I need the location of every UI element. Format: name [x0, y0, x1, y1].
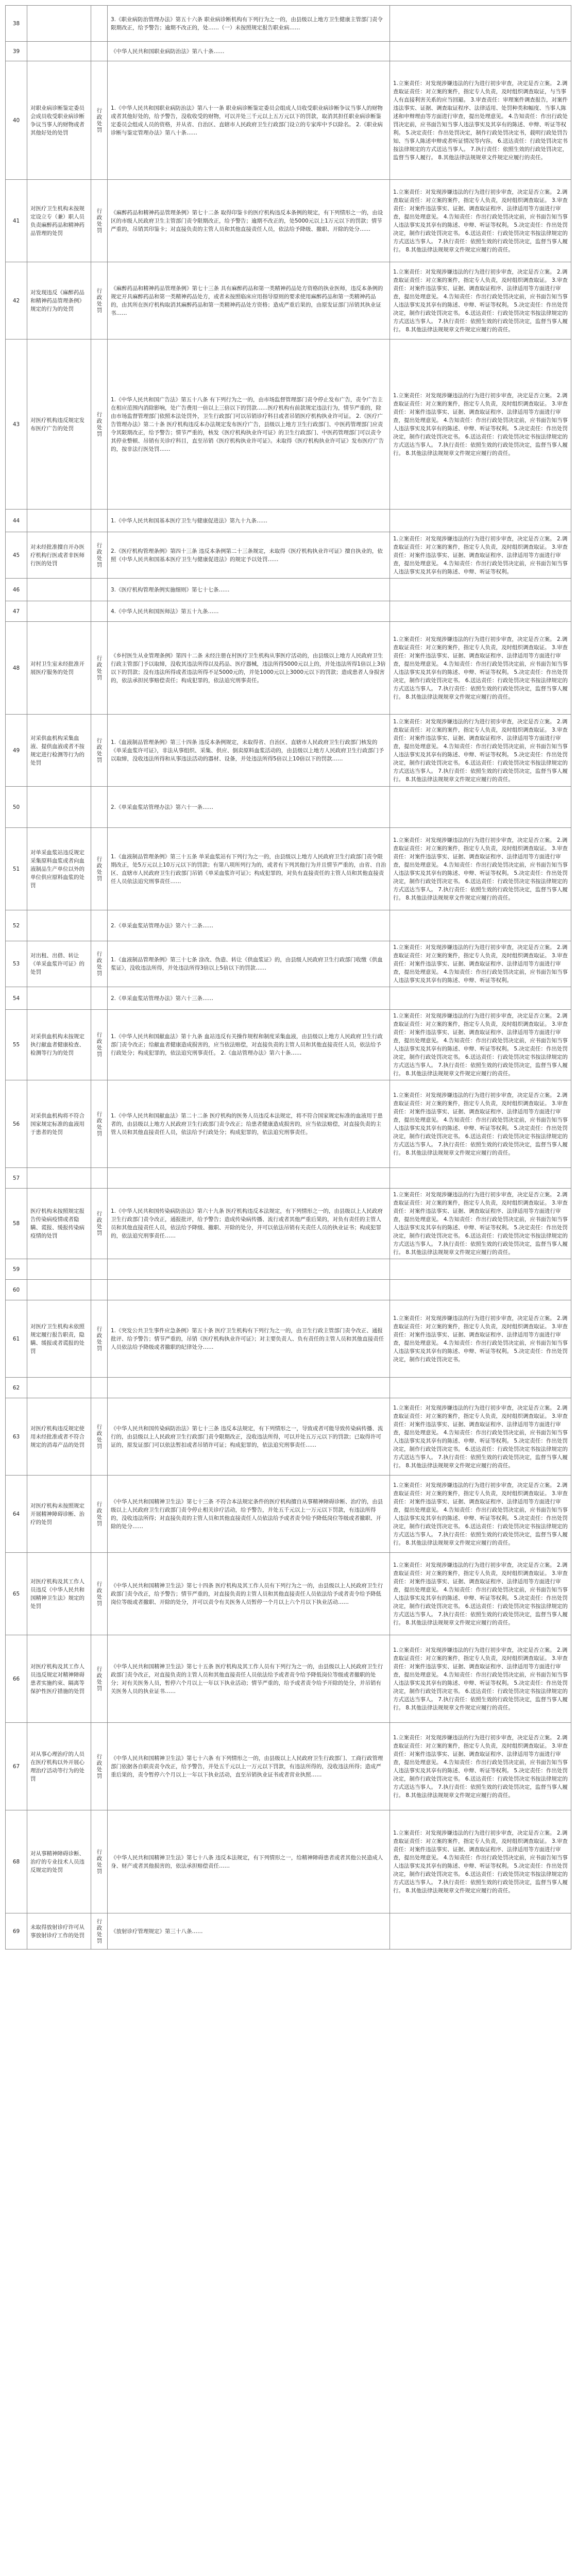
legal-basis	[108, 1168, 390, 1189]
row-number: 53	[6, 941, 27, 987]
item-type: 行政处罚	[91, 180, 108, 262]
item-type	[91, 601, 108, 622]
table-row	[6, 910, 571, 941]
table-row	[6, 1080, 571, 1168]
responsibility-items	[390, 579, 571, 601]
item-name: 对出租、出借、转让《单采血浆许可证》的处罚	[27, 941, 91, 987]
item-name: 对医疗机构及其工作人员违反《中华人民共和国精神卫生法》规定的处罚	[27, 1553, 91, 1635]
item-type	[91, 510, 108, 532]
item-name	[27, 910, 91, 941]
responsibility-items	[390, 787, 571, 828]
table-row	[6, 941, 571, 987]
item-type: 行政处罚	[91, 262, 108, 340]
item-name	[27, 6, 91, 42]
table-row	[6, 1723, 571, 1810]
row-number: 65	[6, 1553, 27, 1635]
table-row	[6, 787, 571, 828]
item-type: 行政处罚	[91, 1010, 108, 1080]
table-row	[6, 180, 571, 262]
row-number: 56	[6, 1080, 27, 1168]
legal-basis: 《乡村医生从业管理条例》第四十二条 未经注册在村医疗卫生机构从事医疗活动的，由县级以上地方人民政府卫生行政主管部门予以取缔，没收其违法所得以及药品、医疗器械，违法所得5000元以上的，并处违法所得1倍以上3倍以下的罚款；没有违法所得或者违法所得不足5000元的，并处1000元以上3000元以下的罚款；造成患者人身损害的，依法承担民事赔偿责任；构成犯罪的，依法追究刑事责任。	[108, 622, 390, 715]
item-name: 对采供血机构未按规定执行献血者健康检查、检测等行为的处罚	[27, 1010, 91, 1080]
item-type: 行政处罚	[91, 1398, 108, 1476]
row-number: 63	[6, 1398, 27, 1476]
legal-basis	[108, 1378, 390, 1398]
responsibility-items: 1.立案责任：对发现涉嫌违法的行为进行初步审查，决定是否立案。 2.调查取证责任：对立案的案件，指定专人负责，及时组织调查取证。 3.审查责任：对案件违法事实、证据、调查取证程序、法律适用等方面进行审查，提出处理意见。 4.告知责任：作出行政处罚决定前，应书面告知当事人违法事实及其享有的陈述、申辩、听证等权利。 5.决定责任：作出处罚决定，制作行政处罚决定书。 6.送达责任：行政处罚决定书按法律规定的方式送达当事人。 7.执行责任：依照生效的行政处罚决定，监督当事人履行。 8.其他法律法规规章文件规定应履行的责任。	[390, 180, 571, 262]
responsibility-items: 1.立案责任：对发现涉嫌违法的行为进行初步审查，决定是否立案。 2.调查取证责任：对立案的案件，指定专人负责，及时组织调查取证。 3.审查责任：对案件违法事实、证据、调查取证程序、法律适用等方面进行审查，提出处理意见。 4.告知责任：作出行政处罚决定前，应书面告知当事人违法事实及其享有的陈述、申辩、听证等权利。 5.决定责任：作出处罚决定，制作行政处罚决定书。 6.送达责任：行政处罚决定书按法律规定的方式送达当事人。 7.执行责任：依照生效的行政处罚决定，监督当事人履行。 8.其他法律法规规章文件规定应履行的责任。	[390, 1635, 571, 1723]
legal-basis: 《中华人民共和国精神卫生法》第七十六条 有下列情形之一的，由县级以上人民政府卫生行政部门、工商行政管理部门依据各自职责责令改正，给予警告，并处五千元以上一万元以下罚款，有违法所得的，没收违法所得；造成严重后果的，责令暂停六个月以上一年以下执业活动，直至吊销执业证书或者营业执照……	[108, 1723, 390, 1810]
row-number: 45	[6, 532, 27, 579]
item-type: 行政处罚	[91, 1300, 108, 1378]
table-row	[6, 61, 571, 180]
row-number: 40	[6, 61, 27, 180]
responsibility-items: 1.立案责任：对发现涉嫌违法的行为进行初步审查，决定是否立案。 2.调查取证责任：对立案的案件，指定专人负责，及时组织调查取证。 3.审查责任：对案件违法事实、证据、调查取证程序、法律适用等方面进行审查，提出处理意见。 4.告知责任：作出行政处罚决定前，应书面告知当事人违法事实及其享有的陈述、申辩、听证等权利。 5.决定责任：作出处罚决定，制作行政处罚决定书。 6.送达责任：行政处罚决定书按法律规定的方式送达当事人。 7.执行责任：依照生效的行政处罚决定，监督当事人履行。 8.其他法律法规规章文件规定应履行的责任。	[390, 1476, 571, 1553]
item-type: 行政处罚	[91, 1723, 108, 1810]
responsibility-items	[390, 510, 571, 532]
item-name: 对医疗卫生机构未依照规定履行报告职责，隐瞒、缓报或者谎报的处罚	[27, 1300, 91, 1378]
item-name: 对单采血浆站违反规定采集原料血浆或者向血液制品生产单位以外的单位供应原料血浆的处罚	[27, 828, 91, 910]
row-number: 67	[6, 1723, 27, 1810]
item-name	[27, 601, 91, 622]
row-number: 39	[6, 42, 27, 61]
responsibility-items: 1.立案责任：对发现涉嫌违法的行为进行初步审查，决定是否立案。 2.调查取证责任：对立案的案件，指定专人负责，及时组织调查取证。 3.审查责任：对案件违法事实、证据、调查取证程序、法律适用等方面进行审查，提出处理意见。 4.告知责任：作出行政处罚决定前，应书面告知当事人违法事实及其享有的陈述、申辩、听证等权利。 5.决定责任：作出处罚决定，制作行政处罚决定书。 6.送达责任：行政处罚决定书按法律规定的方式送达当事人。 7.执行责任：依照生效的行政处罚决定，监督当事人履行。 8.其他法律法规规章文件规定应履行的责任。	[390, 262, 571, 340]
table-row	[6, 1913, 571, 1950]
item-name: 医疗机构未按照规定报告传染病疫情或者隐瞒、谎报、缓报传染病疫情的处罚	[27, 1189, 91, 1259]
responsibility-items: 1.立案责任：对发现涉嫌违法的行为进行初步审查，决定是否立案。 2.调查取证责任：对立案的案件，指定专人负责，及时组织调查取证。 3.审查责任：对案件违法事实、证据、调查取证程序、法律适用等方面进行审查，提出处理意见。 4.告知责任：作出行政处罚决定前，应书面告知当事人违法事实及其享有的陈述、申辩、听证等权利。 5.决定责任：作出处罚决定，制作行政处罚决定书。 6.送达责任：行政处罚决定书按法律规定的方式送达当事人。 7.执行责任：依照生效的行政处罚决定，监督当事人履行。 8.其他法律法规规章文件规定应履行的责任。	[390, 1080, 571, 1168]
item-type	[91, 1168, 108, 1189]
legal-basis	[108, 1280, 390, 1300]
row-number: 52	[6, 910, 27, 941]
legal-basis: 3.《职业病防治管理办法》第五十六条 职业病诊断机构有下列行为之一的，由县级以上地方卫生健康主管部门责令限期改正，给予警告；逾期不改正的，处……（一）未按照规定报告职业病……	[108, 6, 390, 42]
row-number: 60	[6, 1280, 27, 1300]
item-name: 对村卫生室未经批准开展医疗服务的处罚	[27, 622, 91, 715]
item-name: 对医疗机构未按照规定开展精神障碍诊断、治疗的处罚	[27, 1476, 91, 1553]
item-type	[91, 1280, 108, 1300]
legal-basis: 1.《中华人民共和国广告法》第五十八条 有下列行为之一的，由市场监督管理部门责令停止发布广告，责令广告主在相应范围内消除影响，处广告费用一倍以上三倍以下的罚款……医疗机构有前款规定违法行为，情节严重的，除由市场监督管理部门依照本法处罚外，卫生行政部门可以吊销诊疗科目或者吊销医疗机构执业许可证。 2.《医疗广告管理办法》第二十条 医疗机构违反本办法规定发布医疗广告，县级以上地方卫生行政部门、中医药管理部门应责令其限期改正，给予警告；情节严重的，核发《医疗机构执业许可证》的卫生行政部门、中医药管理部门可以责令其停业整顿、吊销有关诊疗科目，直至吊销《医疗机构执业许可证》。未取得《医疗机构执业许可证》发布医疗广告的，按非法行医处罚……	[108, 340, 390, 510]
item-name	[27, 510, 91, 532]
item-name	[27, 787, 91, 828]
legal-basis: 1.《血液制品管理条例》第三十四条 违反本条例规定，未取得省、自治区、直辖市人民政府卫生行政部门核发的《单采血浆许可证》，非法从事组织、采集、供应、倒卖原料血浆活动的，由县级以上地方人民政府卫生行政部门予以取缔，没收违法所得和从事违法活动的器材、设备，并处违法所得5倍以上10倍以下的罚款……	[108, 715, 390, 787]
row-number: 54	[6, 987, 27, 1010]
item-type: 行政处罚	[91, 1810, 108, 1913]
table-row	[6, 1259, 571, 1280]
item-name: 对医疗机构违反规定发布医疗广告的处罚	[27, 340, 91, 510]
item-type: 行政处罚	[91, 1476, 108, 1553]
item-name: 对医疗机构及其工作人员违反规定对精神障碍患者实施约束、隔离等保护性医疗措施的处罚	[27, 1635, 91, 1723]
table-body	[6, 6, 571, 1950]
table-row	[6, 1168, 571, 1189]
legal-basis: 《中华人民共和国精神卫生法》第七十三条 不符合本法规定条件的医疗机构擅自从事精神障碍诊断、治疗的，由县级以上人民政府卫生行政部门责令停止相关诊疗活动，给予警告，并处五千元以上一万元以下罚款，有违法所得的，没收违法所得；对直接负责的主管人员和其他直接责任人员依法给予或者责令给予降低岗位等级或者撤职、开除的处分……	[108, 1476, 390, 1553]
table-row	[6, 1398, 571, 1476]
row-number: 51	[6, 828, 27, 910]
item-name	[27, 579, 91, 601]
item-name: 对医疗机构违反规定使用未经批准或者不符合规定的消毒产品的处罚	[27, 1398, 91, 1476]
item-type	[91, 42, 108, 61]
responsibility-items	[390, 987, 571, 1010]
item-name	[27, 1378, 91, 1398]
responsibility-items: 1.立案责任：对发现涉嫌违法的行为进行初步审查，决定是否立案。 2.调查取证责任：对立案的案件，指定专人负责，及时组织调查取证。 3.审查责任：对案件违法事实、证据、调查取证程序、法律适用等方面进行审查，提出处理意见。 4.告知责任：作出行政处罚决定前，应书面告知当事人违法事实及其享有的陈述、申辩、听证等权利。	[390, 532, 571, 579]
legal-basis: 2.《单采血浆站管理办法》第六十一条……	[108, 787, 390, 828]
table-row	[6, 1189, 571, 1259]
item-name: 未取得放射诊疗许可从事放射诊疗工作的处罚	[27, 1913, 91, 1950]
item-name: 对采供血机构将不符合国家规定标准的血液用于患者的处罚	[27, 1080, 91, 1168]
legal-basis: 1.《血液制品管理条例》第三十五条 单采血浆站有下列行为之一的，由县级以上地方人民政府卫生行政部门责令限期改正，处5万元以上10万元以下的罚款；有第八项所列行为的，或者有下列其他行为并且情节严重的，由省、自治区、直辖市人民政府卫生行政部门吊销《单采血浆许可证》；构成犯罪的，对负有直接责任的主管人员和其他直接责任人员依法追究刑事责任……	[108, 828, 390, 910]
legal-basis: 1.《中华人民共和国传染病防治法》第六十九条 医疗机构违反本法规定，有下列情形之一的，由县级以上人民政府卫生行政部门责令改正，通报批评，给予警告；造成传染病传播、流行或者其他严重后果的，对负有责任的主管人员和其他直接责任人员，依法给予降级、撤职、开除的处分，并可以依法吊销有关责任人员的执业证书；构成犯罪的，依法追究刑事责任……	[108, 1189, 390, 1259]
legal-basis: 《麻醉药品和精神药品管理条例》第七十三条 具有麻醉药品和第一类精神药品处方资格的执业医师，违反本条例的规定开具麻醉药品和第一类精神药品处方，或者未按照临床应用指导原则的要求使用麻醉药品和第一类精神药品的，由其所在医疗机构取消其麻醉药品和第一类精神药品处方资格；造成严重后果的，由原发证部门吊销其执业证书……	[108, 262, 390, 340]
item-type: 行政处罚	[91, 715, 108, 787]
item-type: 行政处罚	[91, 1913, 108, 1950]
row-number: 49	[6, 715, 27, 787]
item-type: 行政处罚	[91, 1635, 108, 1723]
responsibility-items: 1.立案责任：对发现涉嫌违法的行为进行初步审查，决定是否立案。 2.调查取证责任：对立案的案件，指定专人负责，及时组织调查取证。 3.审查责任：对案件违法事实、证据、调查取证程序、法律适用等方面进行审查，提出处理意见。 4.告知责任：作出行政处罚决定前，应书面告知当事人违法事实及其享有的陈述、申辩、听证等权利。 5.决定责任：作出处罚决定，制作行政处罚决定书。 6.送达责任：行政处罚决定书按法律规定的方式送达当事人。 7.执行责任：依照生效的行政处罚决定，监督当事人履行。 8.其他法律法规规章文件规定应履行的责任。	[390, 828, 571, 910]
legal-basis: 2.《单采血浆站管理办法》第六十三条……	[108, 987, 390, 1010]
legal-basis: 《麻醉药品和精神药品管理条例》第七十二条 取得印鉴卡的医疗机构违反本条例的规定，有下列情形之一的，由设区的市级人民政府卫生主管部门责令限期改正，给予警告；逾期不改正的，处5000元以上1万元以下的罚款；情节严重的，吊销其印鉴卡；对直接负责的主管人员和其他直接责任人员，依法给予降级、撤职、开除的处分……	[108, 180, 390, 262]
responsibility-items	[390, 601, 571, 622]
legal-basis: 1.《中华人民共和国基本医疗卫生与健康促进法》第九十九条……	[108, 510, 390, 532]
item-type: 行政处罚	[91, 622, 108, 715]
responsibility-table	[5, 5, 571, 1950]
legal-basis: 1.《中华人民共和国职业病防治法》第八十一条 职业病诊断鉴定委员会组成人员收受职业病诊断争议当事人的财物或者其他好处的，给予警告，没收收受的财物，可以并处三千元以上五万元以下的罚款，取消其担任职业病诊断鉴定委员会组成人员的资格，并从省、自治区、直辖市人民政府卫生行政部门设立的专家库中予以除名。 2.《职业病诊断与鉴定管理办法》第八十条……	[108, 61, 390, 180]
table-row	[6, 715, 571, 787]
responsibility-items: 1.立案责任：对发现涉嫌违法的行为进行初步审查，决定是否立案。 2.调查取证责任：对立案的案件，指定专人负责，及时组织调查取证。 3.审查责任：对案件违法事实、证据、调查取证程序、法律适用等方面进行审查，提出处理意见。 4.告知责任：作出行政处罚决定前，应书面告知当事人违法事实及其享有的陈述、申辩、听证等权利。 5.决定责任：作出处罚决定，制作行政处罚决定书。 6.送达责任：行政处罚决定书按法律规定的方式送达当事人。 7.执行责任：依照生效的行政处罚决定，监督当事人履行。 8.其他法律法规规章文件规定应履行的责任。	[390, 622, 571, 715]
item-name: 对职业病诊断鉴定委员会成员收受职业病诊断争议当事人的财物或者其他好处的处罚	[27, 61, 91, 180]
row-number: 44	[6, 510, 27, 532]
responsibility-items: 1.立案责任：对发现涉嫌违法的行为进行初步审查，决定是否立案。 2.调查取证责任：对立案的案件，指定专人负责，及时组织调查取证。 3.审查责任：对案件违法事实、证据、调查取证程序、法律适用等方面进行审查，提出处理意见。 4.告知责任：作出行政处罚决定前，应书面告知当事人违法事实及其享有的陈述、申辩、听证等权利。 5.决定责任：作出处罚决定，制作行政处罚决定书。	[390, 1300, 571, 1378]
table-row	[6, 579, 571, 601]
responsibility-items: 1.立案责任：对发现涉嫌违法的行为进行初步审查，决定是否立案。 2.调查取证责任：对立案的案件，指定专人负责，及时组织调查取证，与当事人有直接利害关系的应当回避。 3.审查责任：审理案件调查报告，对案件违法事实、证据、调查取证程序、法律适用、处罚种类和幅度、当事人陈述和申辩理由等方面进行审查，提出处理意见。 4.告知责任：作出行政处罚决定前，应书面告知当事人违法事实及其享有的陈述、申辩、听证等权利。 5.决定责任：作出处罚决定，制作行政处罚决定书，载明行政处罚告知、当事人陈述申辩或者听证情况等内容。 6.送达责任：行政处罚决定书按法律规定的方式送达当事人。 7.执行责任：依照生效的行政处罚决定，监督当事人履行。 8.其他法律法规规章文件规定应履行的责任。	[390, 61, 571, 180]
table-row	[6, 1810, 571, 1913]
responsibility-items	[390, 6, 571, 42]
item-type: 行政处罚	[91, 532, 108, 579]
table-row	[6, 1280, 571, 1300]
legal-basis	[108, 1259, 390, 1280]
item-name	[27, 987, 91, 1010]
legal-basis: 1.《中华人民共和国献血法》第二十二条 医疗机构的医务人员违反本法规定，将不符合国家规定标准的血液用于患者的，由县级以上地方人民政府卫生行政部门责令改正；给患者健康造成损害的，应当依法赔偿，对直接负责的主管人员和其他直接责任人员，依法给予行政处分；构成犯罪的，依法追究刑事责任。	[108, 1080, 390, 1168]
row-number: 59	[6, 1259, 27, 1280]
table-row	[6, 532, 571, 579]
item-type: 行政处罚	[91, 1553, 108, 1635]
responsibility-items: 1.立案责任：对发现涉嫌违法的行为进行初步审查，决定是否立案。 2.调查取证责任：对立案的案件，指定专人负责，及时组织调查取证。 3.审查责任：对案件违法事实、证据、调查取证程序、法律适用等方面进行审查，提出处理意见。 4.告知责任：作出行政处罚决定前，应书面告知当事人违法事实及其享有的陈述、申辩、听证等权利。 5.决定责任：作出处罚决定，制作行政处罚决定书。 6.送达责任：行政处罚决定书按法律规定的方式送达当事人。 7.执行责任：依照生效的行政处罚决定，监督当事人履行。 8.其他法律法规规章文件规定应履行的责任。	[390, 340, 571, 510]
legal-basis: 2.《单采血浆站管理办法》第六十二条……	[108, 910, 390, 941]
row-number: 61	[6, 1300, 27, 1378]
table-row	[6, 1378, 571, 1398]
responsibility-items	[390, 1913, 571, 1950]
responsibility-items	[390, 1259, 571, 1280]
row-number: 68	[6, 1810, 27, 1913]
table-row	[6, 1300, 571, 1378]
item-name: 对未经批准擅自开办医疗机构行医或者非医师行医的处罚	[27, 532, 91, 579]
responsibility-items: 1.立案责任：对发现涉嫌违法的行为进行初步审查，决定是否立案。 2.调查取证责任：对立案的案件，指定专人负责，及时组织调查取证。 3.审查责任：对案件违法事实、证据、调查取证程序、法律适用等方面进行审查，提出处理意见。 4.告知责任：作出行政处罚决定前，应书面告知当事人违法事实及其享有的陈述、申辩、听证等权利。 5.决定责任：作出处罚决定，制作行政处罚决定书。 6.送达责任：行政处罚决定书按法律规定的方式送达当事人。 7.执行责任：依照生效的行政处罚决定，监督当事人履行。 8.其他法律法规规章文件规定应履行的责任。	[390, 715, 571, 787]
table-row	[6, 828, 571, 910]
item-type: 行政处罚	[91, 61, 108, 180]
legal-basis: 《放射诊疗管理规定》第三十八条……	[108, 1913, 390, 1950]
item-name: 对医疗卫生机构未按规定设立专（兼）职人员负责麻醉药品和精神药品管理的处罚	[27, 180, 91, 262]
legal-basis: 《中华人民共和国精神卫生法》第七十八条 违反本法规定，有下列情形之一，给精神障碍患者或者其他公民造成人身、财产或者其他损害的，依法承担赔偿责任……	[108, 1810, 390, 1913]
legal-basis: 《中华人民共和国精神卫生法》第七十五条 医疗机构及其工作人员有下列行为之一的，由县级以上人民政府卫生行政部门责令改正，对直接负责的主管人员和其他直接责任人员依法给予或者责令给予降低岗位等级或者撤职的处分；对有关医务人员，暂停六个月以上一年以下执业活动；情节严重的，给予或者责令给予开除的处分，并吊销有关医务人员的执业证书……	[108, 1635, 390, 1723]
responsibility-items	[390, 1378, 571, 1398]
item-name	[27, 1280, 91, 1300]
table-row	[6, 1010, 571, 1080]
item-name: 对从事精神障碍诊断、治疗的专业技术人员违反规定的处罚	[27, 1810, 91, 1913]
legal-basis: 1.《中华人民共和国献血法》第十九条 血站违反有关操作规程和制度采集血液，由县级以上地方人民政府卫生行政部门责令改正；给献血者健康造成损害的，应当依法赔偿，对直接负责的主管人员和其他直接责任人员，依法给予行政处分；构成犯罪的，依法追究刑事责任。 2.《血站管理办法》第六十条……	[108, 1010, 390, 1080]
row-number: 38	[6, 6, 27, 42]
item-name: 对采供血机构采集血液、提供血液或者不按规定进行检测等行为的处罚	[27, 715, 91, 787]
item-name	[27, 1259, 91, 1280]
row-number: 57	[6, 1168, 27, 1189]
table-row	[6, 42, 571, 61]
item-type: 行政处罚	[91, 828, 108, 910]
row-number: 46	[6, 579, 27, 601]
table-row	[6, 6, 571, 42]
item-type	[91, 579, 108, 601]
responsibility-items: 1.立案责任：对发现涉嫌违法的行为进行初步审查，决定是否立案。 2.调查取证责任：对立案的案件，指定专人负责，及时组织调查取证。 3.审查责任：对案件违法事实、证据、调查取证程序、法律适用等方面进行审查，提出处理意见。 4.告知责任：作出行政处罚决定前，应书面告知当事人违法事实及其享有的陈述、申辩、听证等权利。	[390, 941, 571, 987]
row-number: 43	[6, 340, 27, 510]
responsibility-items: 1.立案责任：对发现涉嫌违法的行为进行初步审查，决定是否立案。 2.调查取证责任：对立案的案件，指定专人负责，及时组织调查取证。 3.审查责任：对案件违法事实、证据、调查取证程序、法律适用等方面进行审查，提出处理意见。 4.告知责任：作出行政处罚决定前，应书面告知当事人违法事实及其享有的陈述、申辩、听证等权利。 5.决定责任：作出处罚决定，制作行政处罚决定书。 6.送达责任：行政处罚决定书按法律规定的方式送达当事人。 7.执行责任：依照生效的行政处罚决定，监督当事人履行。 8.其他法律法规规章文件规定应履行的责任。	[390, 1723, 571, 1810]
responsibility-items: 1.立案责任：对发现涉嫌违法的行为进行初步审查，决定是否立案。 2.调查取证责任：对立案的案件，指定专人负责，及时组织调查取证。 3.审查责任：对案件违法事实、证据、调查取证程序、法律适用等方面进行审查，提出处理意见。 4.告知责任：作出行政处罚决定前，应书面告知当事人违法事实及其享有的陈述、申辩、听证等权利。 5.决定责任：作出处罚决定，制作行政处罚决定书。 6.送达责任：行政处罚决定书按法律规定的方式送达当事人。 7.执行责任：依照生效的行政处罚决定，监督当事人履行。 8.其他法律法规规章文件规定应履行的责任。	[390, 1810, 571, 1913]
table-row	[6, 987, 571, 1010]
responsibility-items: 1.立案责任：对发现涉嫌违法的行为进行初步审查，决定是否立案。 2.调查取证责任：对立案的案件，指定专人负责，及时组织调查取证。 3.审查责任：对案件违法事实、证据、调查取证程序、法律适用等方面进行审查，提出处理意见。 4.告知责任：作出行政处罚决定前，应书面告知当事人违法事实及其享有的陈述、申辩、听证等权利。 5.决定责任：作出处罚决定，制作行政处罚决定书。 6.送达责任：行政处罚决定书按法律规定的方式送达当事人。 7.执行责任：依照生效的行政处罚决定，监督当事人履行。 8.其他法律法规规章文件规定应履行的责任。	[390, 1189, 571, 1259]
document-page	[5, 5, 571, 1950]
row-number: 48	[6, 622, 27, 715]
item-type	[91, 6, 108, 42]
legal-basis: 《中华人民共和国精神卫生法》第七十四条 医疗机构及其工作人员有下列行为之一的，由县级以上人民政府卫生行政部门责令改正，给予警告；情节严重的，对直接负责的主管人员和其他直接责任人员依法给予或者责令给予降低岗位等级或者撤职、开除的处分，并可以责令有关医务人员暂停一个月以上六个月以下执业活动……	[108, 1553, 390, 1635]
table-row	[6, 1635, 571, 1723]
row-number: 62	[6, 1378, 27, 1398]
responsibility-items	[390, 910, 571, 941]
legal-basis: 3.《医疗机构管理条例实施细则》第七十七条……	[108, 579, 390, 601]
responsibility-items	[390, 1280, 571, 1300]
item-type	[91, 910, 108, 941]
row-number: 69	[6, 1913, 27, 1950]
row-number: 55	[6, 1010, 27, 1080]
responsibility-items: 1.立案责任：对发现涉嫌违法的行为进行初步审查，决定是否立案。 2.调查取证责任：对立案的案件，指定专人负责，及时组织调查取证。 3.审查责任：对案件违法事实、证据、调查取证程序、法律适用等方面进行审查，提出处理意见。 4.告知责任：作出行政处罚决定前，应书面告知当事人违法事实及其享有的陈述、申辩、听证等权利。 5.决定责任：作出处罚决定，制作行政处罚决定书。 6.送达责任：行政处罚决定书按法律规定的方式送达当事人。 7.执行责任：依照生效的行政处罚决定，监督当事人履行。 8.其他法律法规规章文件规定应履行的责任。	[390, 1398, 571, 1476]
table-row	[6, 622, 571, 715]
row-number: 50	[6, 787, 27, 828]
responsibility-items	[390, 1168, 571, 1189]
item-type: 行政处罚	[91, 941, 108, 987]
legal-basis: 《中华人民共和国传染病防治法》第七十三条 违反本法规定，有下列情形之一，导致或者可能导致传染病传播、流行的，由县级以上人民政府卫生行政部门责令限期改正，没收违法所得，可以并处五万元以下的罚款；已取得许可证的，原发证部门可以依法暂扣或者吊销许可证；构成犯罪的，依法追究刑事责任……	[108, 1398, 390, 1476]
row-number: 42	[6, 262, 27, 340]
item-name: 对发现违反《麻醉药品和精神药品管理条例》规定的行为的处罚	[27, 262, 91, 340]
table-row	[6, 1553, 571, 1635]
legal-basis: 2.《医疗机构管理条例》第四十三条 违反本条例第二十三条规定，未取得《医疗机构执业许可证》擅自执业的，依照《中华人民共和国基本医疗卫生与健康促进法》的规定予以处罚……	[108, 532, 390, 579]
row-number: 41	[6, 180, 27, 262]
item-type	[91, 787, 108, 828]
row-number: 64	[6, 1476, 27, 1553]
legal-basis: 1.《突发公共卫生事件应急条例》第五十条 医疗卫生机构有下列行为之一的，由卫生行政主管部门责令改正、通报批评、给予警告；情节严重的，吊销《医疗机构执业许可证》；对主要负责人、负有责任的主管人员和其他直接责任人员依法给予降级或者撤职的纪律处分……	[108, 1300, 390, 1378]
table-row	[6, 510, 571, 532]
legal-basis: 1.《血液制品管理条例》第三十七条 涂改、伪造、转让《供血浆证》的，由县级人民政府卫生行政部门收缴《供血浆证》，没收违法所得，并处违法所得3倍以上5倍以下的罚款……	[108, 941, 390, 987]
item-type	[91, 1378, 108, 1398]
responsibility-items	[390, 42, 571, 61]
item-type: 行政处罚	[91, 1189, 108, 1259]
row-number: 66	[6, 1635, 27, 1723]
row-number: 47	[6, 601, 27, 622]
responsibility-items: 1.立案责任：对发现涉嫌违法的行为进行初步审查，决定是否立案。 2.调查取证责任：对立案的案件，指定专人负责，及时组织调查取证。 3.审查责任：对案件违法事实、证据、调查取证程序、法律适用等方面进行审查，提出处理意见。 4.告知责任：作出行政处罚决定前，应书面告知当事人违法事实及其享有的陈述、申辩、听证等权利。 5.决定责任：作出处罚决定，制作行政处罚决定书。 6.送达责任：行政处罚决定书按法律规定的方式送达当事人。 7.执行责任：依照生效的行政处罚决定，监督当事人履行。 8.其他法律法规规章文件规定应履行的责任。	[390, 1553, 571, 1635]
responsibility-items: 1.立案责任：对发现涉嫌违法的行为进行初步审查，决定是否立案。 2.调查取证责任：对立案的案件，指定专人负责，及时组织调查取证。 3.审查责任：对案件违法事实、证据、调查取证程序、法律适用等方面进行审查，提出处理意见。 4.告知责任：作出行政处罚决定前，应书面告知当事人违法事实及其享有的陈述、申辩、听证等权利。 5.决定责任：作出处罚决定，制作行政处罚决定书。 6.送达责任：行政处罚决定书按法律规定的方式送达当事人。 7.执行责任：依照生效的行政处罚决定，监督当事人履行。 8.其他法律法规规章文件规定应履行的责任。	[390, 1010, 571, 1080]
item-name	[27, 1168, 91, 1189]
table-row	[6, 601, 571, 622]
legal-basis: 《中华人民共和国职业病防治法》第八十条……	[108, 42, 390, 61]
item-type: 行政处罚	[91, 1080, 108, 1168]
item-name	[27, 42, 91, 61]
table-row	[6, 340, 571, 510]
table-row	[6, 1476, 571, 1553]
legal-basis: 4.《中华人民共和国医师法》第五十九条……	[108, 601, 390, 622]
row-number: 58	[6, 1189, 27, 1259]
item-type	[91, 1259, 108, 1280]
item-type	[91, 987, 108, 1010]
item-type: 行政处罚	[91, 340, 108, 510]
item-name: 对从事心理治疗的人员在医疗机构以外开展心理治疗活动等行为的处罚	[27, 1723, 91, 1810]
table-row	[6, 262, 571, 340]
